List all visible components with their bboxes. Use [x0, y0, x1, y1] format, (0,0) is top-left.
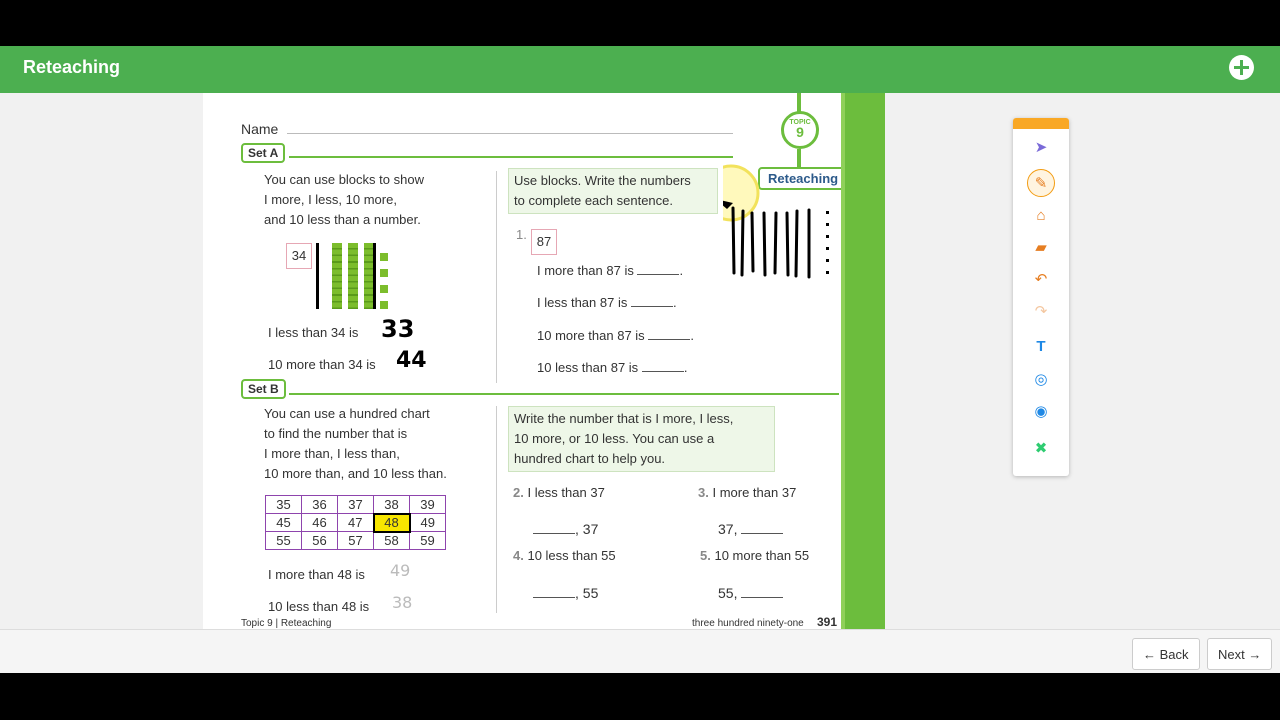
annotation-toolbar: [1013, 118, 1069, 476]
next-label: Next: [1218, 647, 1245, 662]
undo-icon[interactable]: ↶: [1034, 271, 1048, 288]
bottom-nav-bar: [0, 629, 1280, 673]
set-b-intro-line: 10 more than, and 10 less than.: [264, 466, 447, 481]
back-label: Back: [1159, 647, 1189, 662]
column-divider: [496, 171, 497, 383]
exercise-number: 4.: [513, 548, 524, 563]
name-line: [287, 133, 733, 134]
chart-cell: 45: [266, 514, 302, 532]
chart-cell: 57: [338, 532, 374, 550]
name-label: Name: [241, 121, 279, 137]
set-a-line2: 10 more than 34 is: [268, 357, 376, 372]
set-b-instruction: [508, 406, 775, 472]
set-a-intro-line: I more, I less, 10 more,: [264, 192, 397, 207]
chart-cell: 55: [266, 532, 302, 550]
exercise-1-text: 10 more than 87 is: [537, 328, 645, 343]
answer-blank[interactable]: [648, 339, 690, 340]
chart-cell: 58: [374, 532, 410, 550]
exercise-1-line: 10 more than 87 is .: [537, 328, 694, 343]
app-title: Reteaching: [23, 57, 121, 77]
stamp-icon[interactable]: ⌂: [1036, 207, 1046, 224]
chart-row: [266, 532, 446, 550]
toolbar-drag-handle[interactable]: [1013, 118, 1069, 129]
pointer-icon[interactable]: ➤: [1034, 139, 1048, 156]
set-b-intro: [264, 404, 447, 484]
add-icon[interactable]: [1229, 55, 1254, 80]
exercise-prompt: I less than 37: [527, 485, 605, 500]
set-b-intro-line: I more than, I less than,: [264, 446, 400, 461]
instruction-line: Use blocks. Write the numbers: [514, 173, 691, 188]
topic-chain: [797, 93, 801, 113]
model-number-box: 34: [286, 243, 312, 269]
answer-text: 37,: [718, 521, 738, 537]
answer-blank[interactable]: [741, 597, 783, 598]
exercise-number: 5.: [700, 548, 711, 563]
eraser-icon[interactable]: ▰: [1035, 239, 1047, 256]
hundred-chart: [265, 495, 446, 550]
set-a-instruction: [508, 168, 718, 214]
worksheet-page: [203, 93, 845, 629]
set-b-divider: [289, 393, 839, 395]
exercise-4-answer: [533, 583, 598, 603]
unit-cube: [380, 285, 388, 293]
chart-row: [266, 496, 446, 514]
set-b-line2: 10 less than 48 is: [268, 599, 370, 614]
exercise-1-line: I more than 87 is .: [537, 263, 684, 278]
page-number: 391: [817, 615, 838, 629]
exercise-1-line: I less than 87 is .: [537, 295, 677, 310]
back-arrow-icon: ←: [1143, 647, 1156, 662]
exercise-1-value-box: 87: [531, 229, 557, 255]
pen-tally-marks: [723, 163, 843, 293]
exercise-5-answer: [718, 583, 783, 603]
instruction-line: Write the number that is I more, I less,: [514, 411, 734, 426]
pen-stroke: [373, 243, 376, 309]
chart-cell: 35: [266, 496, 302, 514]
exercise-2: [513, 483, 605, 503]
set-b-answer2: 38: [392, 593, 413, 612]
unit-cube: [380, 269, 388, 277]
back-button[interactable]: [1132, 638, 1200, 670]
topic-word: TOPIC: [789, 119, 811, 126]
chart-cell: 36: [302, 496, 338, 514]
trash-icon[interactable]: ✖: [1034, 440, 1048, 457]
instruction-line: to complete each sentence.: [514, 193, 673, 208]
topic-number: 9: [796, 124, 804, 140]
answer-blank[interactable]: [631, 306, 673, 307]
viewer-area: [0, 93, 1280, 629]
answer-blank[interactable]: [741, 533, 783, 534]
chart-cell: 56: [302, 532, 338, 550]
set-a-line1: I less than 34 is: [268, 325, 359, 340]
exercise-1-text: 10 less than 87 is: [537, 360, 639, 375]
shape-icon[interactable]: ◎: [1034, 371, 1048, 388]
chart-row: [266, 514, 446, 532]
exercise-1-line: 10 less than 87 is .: [537, 360, 688, 375]
chart-cell: 39: [410, 496, 446, 514]
chart-cell: 59: [410, 532, 446, 550]
set-b-label: Set B: [241, 379, 286, 399]
column-divider: [496, 406, 497, 613]
redo-icon[interactable]: ↷: [1034, 303, 1048, 320]
answer-blank[interactable]: [642, 371, 684, 372]
chart-cell-highlighted: 48: [374, 514, 410, 532]
instruction-line: 10 more, or 10 less. You can use a: [514, 431, 715, 446]
set-a-intro-line: You can use blocks to show: [264, 172, 424, 187]
exercise-number: 2.: [513, 485, 524, 500]
chart-cell: 37: [338, 496, 374, 514]
next-button[interactable]: [1207, 638, 1272, 670]
set-a-divider: [289, 156, 733, 158]
exercise-prompt: 10 more than 55: [714, 548, 810, 563]
set-a-label: Set A: [241, 143, 285, 163]
chart-cell: 38: [374, 496, 410, 514]
exercise-1-text: I more than 87 is: [537, 263, 634, 278]
text-icon[interactable]: T: [1036, 338, 1046, 355]
exercise-3-answer: [718, 519, 783, 539]
exercise-number: 3.: [698, 485, 709, 500]
next-arrow-icon: →: [1248, 647, 1262, 662]
instruction-line: hundred chart to help you.: [514, 451, 666, 466]
answer-blank[interactable]: [637, 274, 679, 275]
answer-blank[interactable]: [533, 533, 575, 534]
exercise-2-answer: [533, 519, 598, 539]
answer-text: , 37: [575, 521, 599, 537]
set-b-intro-line: You can use a hundred chart: [264, 406, 430, 421]
set-a-intro: [264, 170, 424, 230]
exercise-5: [700, 546, 809, 566]
set-a-answer1: 33: [381, 315, 415, 343]
answer-text: 55,: [718, 585, 738, 601]
exercise-prompt: 10 less than 55: [527, 548, 616, 563]
pen-icon[interactable]: ✎: [1027, 169, 1055, 197]
ten-rod: [332, 243, 342, 309]
unit-cube: [380, 301, 388, 309]
exercise-1-text: I less than 87 is: [537, 295, 628, 310]
footer-left: Topic 9 | Reteaching: [241, 618, 332, 629]
footer-right: three hundred ninety-one: [692, 618, 804, 629]
reteaching-badge: Reteaching: [758, 167, 845, 190]
set-a-answer2: 44: [396, 348, 427, 373]
answer-blank[interactable]: [533, 597, 575, 598]
topic-badge: [781, 111, 819, 149]
chart-cell: 46: [302, 514, 338, 532]
exercise-3: [698, 483, 796, 503]
chart-cell: 47: [338, 514, 374, 532]
exercise-4: [513, 546, 616, 566]
chart-cell: 49: [410, 514, 446, 532]
header-bar: [0, 46, 1280, 93]
exercise-1-number: 1.: [516, 227, 527, 242]
exercise-prompt: I more than 37: [712, 485, 797, 500]
set-b-line1: I more than 48 is: [268, 567, 365, 582]
answer-text: , 55: [575, 585, 599, 601]
unit-cube: [380, 253, 388, 261]
ten-rod: [348, 243, 358, 309]
camera-icon[interactable]: ◉: [1034, 403, 1048, 420]
page-edge-strip: [845, 93, 885, 629]
set-a-intro-line: and 10 less than a number.: [264, 212, 421, 227]
set-b-intro-line: to find the number that is: [264, 426, 408, 441]
pen-stroke: [316, 243, 319, 309]
set-b-answer1: 49: [390, 561, 411, 580]
